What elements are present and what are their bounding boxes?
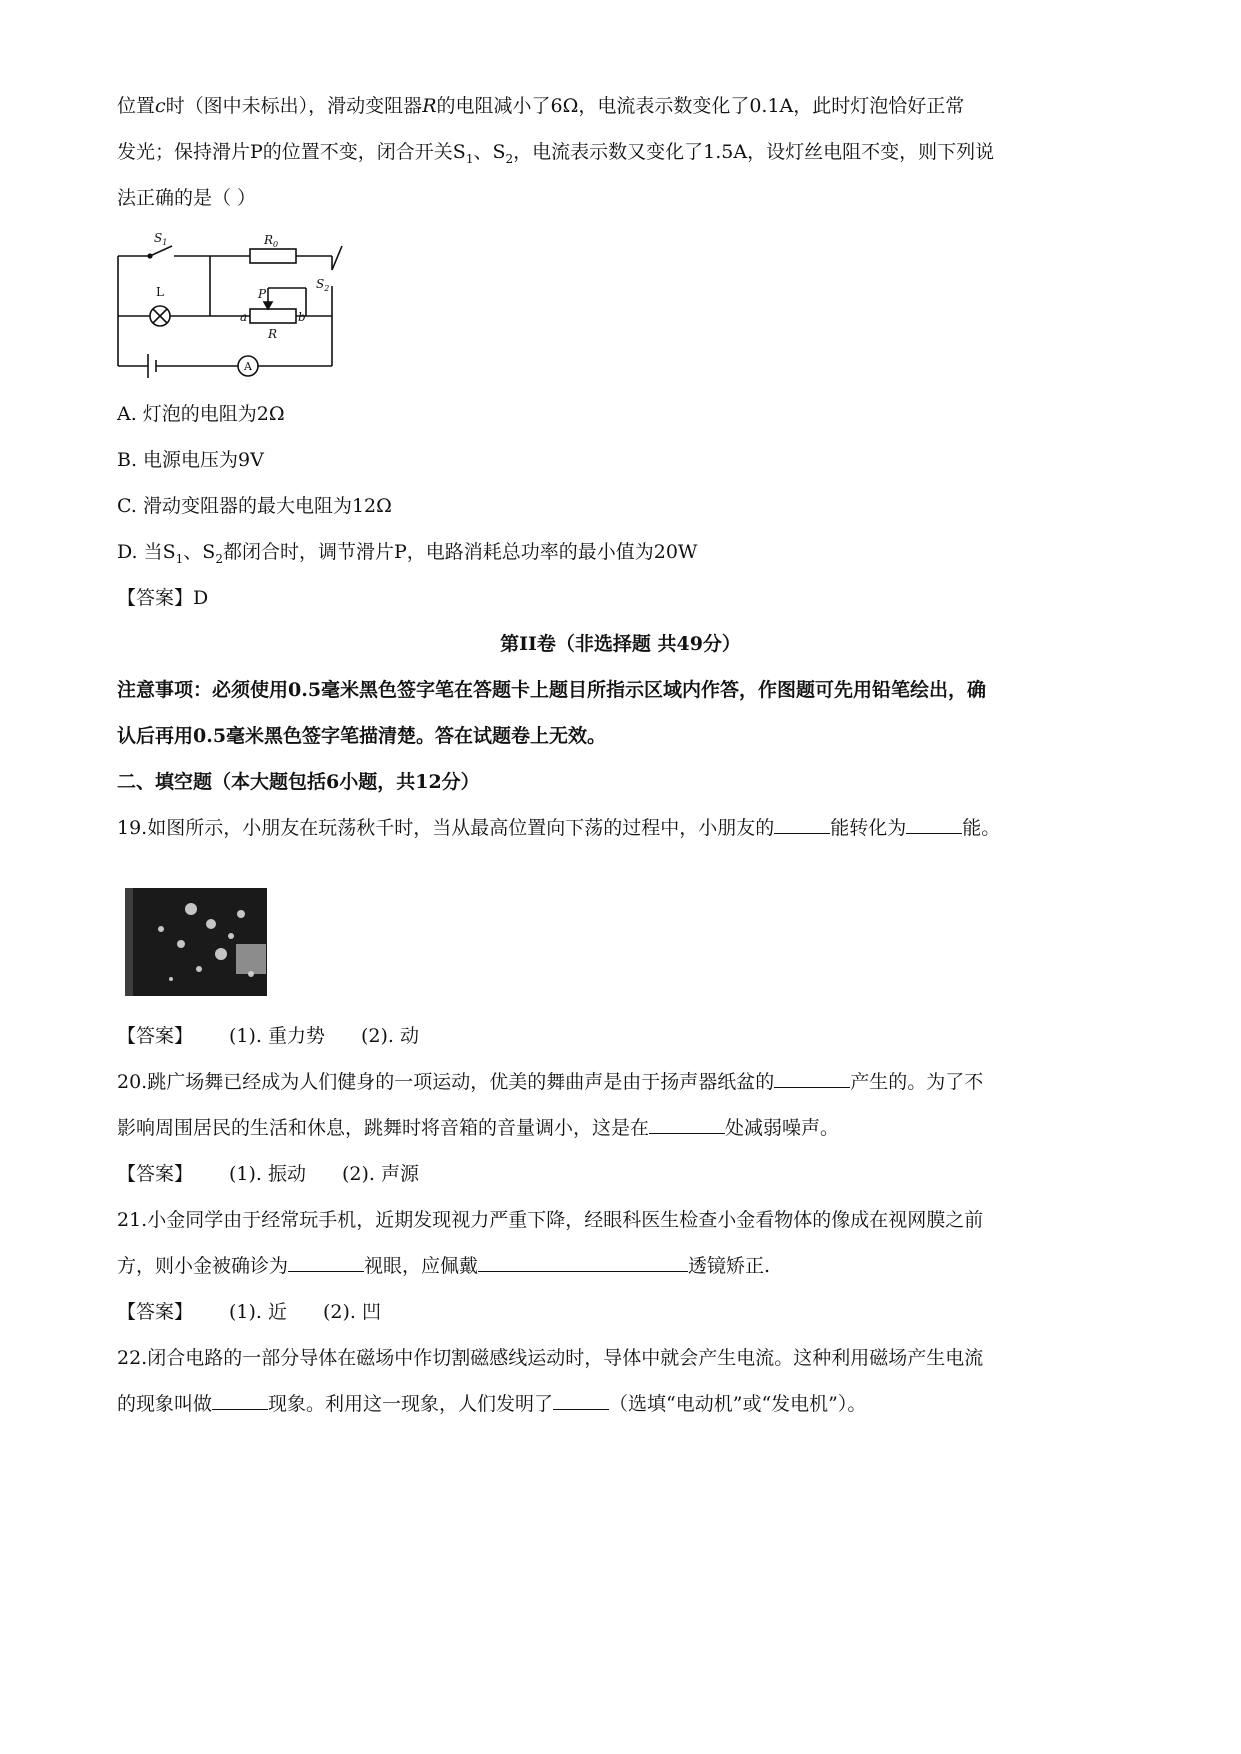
resistor-r0 <box>250 249 296 263</box>
notice-line-1: 注意事项：必须使用0.5毫米黑色签字笔在答题卡上题目所指示区域内作答，作图题可先用铅笔绘出，确 <box>117 679 987 701</box>
q20-answer: 【答案】 (1). 振动 (2). 声源 <box>117 1163 420 1185</box>
q18-answer: 【答案】D <box>117 587 209 609</box>
photo-left-edge <box>125 888 133 996</box>
q22-line-1: 22.闭合电路的一部分导体在磁场中作切割磁感线运动时，导体中就会产生电流。这种利用磁场产生电流 <box>117 1347 984 1369</box>
photo-frame <box>125 888 267 996</box>
label-s1: $S_1$ <box>154 231 168 247</box>
label-r0: $R_0$ <box>264 233 279 249</box>
q21-answer: 【答案】 (1). 近 (2). 凹 <box>117 1301 382 1323</box>
q19-text: 19.如图所示，小朋友在玩荡秋千时，当从最高位置向下荡的过程中，小朋友的 能转化为 能。 <box>117 817 1001 839</box>
blank <box>553 1391 609 1410</box>
blank <box>906 815 962 834</box>
photo-speck <box>206 919 216 929</box>
section-heading: 二、填空题（本大题包括6小题，共12分） <box>117 771 480 793</box>
label-slider-p: P <box>258 287 267 301</box>
blank <box>478 1253 688 1272</box>
photo-speck <box>169 977 173 981</box>
q20-line-2: 影响周围居民的生活和休息，跳舞时将音箱的音量调小，这是在 处减弱噪声。 <box>117 1117 840 1139</box>
photo-speck <box>158 926 164 932</box>
blank <box>212 1391 268 1410</box>
label-lamp: L <box>156 285 164 299</box>
photo-speck <box>228 933 234 939</box>
photo-speck <box>177 940 185 948</box>
photo-speck <box>185 903 197 915</box>
notice-line-2: 认后再用0.5毫米黑色签字笔描清楚。答在试题卷上无效。 <box>117 725 607 747</box>
blank <box>649 1115 725 1134</box>
photo-speck <box>237 910 245 918</box>
label-b: b <box>298 310 306 324</box>
q21-line-2: 方，则小金被确诊为 视眼，应佩戴 透镜矫正. <box>117 1255 771 1277</box>
blank <box>774 1069 850 1088</box>
option-a: A. 灯泡的电阻为2Ω <box>117 403 285 425</box>
option-c: C. 滑动变阻器的最大电阻为12Ω <box>117 495 392 517</box>
section-title: 第II卷（非选择题 共49分） <box>500 633 741 655</box>
label-ammeter: A <box>244 360 252 373</box>
photo-speck <box>196 966 202 972</box>
label-a: a <box>240 310 248 324</box>
q19-answer: 【答案】 (1). 重力势 (2). 动 <box>117 1025 420 1047</box>
q22-line-2: 的现象叫做 现象。利用这一现象，人们发明了 （选填“电动机”或“发电机”）。 <box>117 1393 867 1415</box>
q21-line-1: 21.小金同学由于经常玩手机，近期发现视力严重下降，经眼科医生检查小金看物体的像成在视网膜之前 <box>117 1209 984 1231</box>
switch-s1-blade <box>150 246 172 256</box>
option-b: B. 电源电压为9V <box>117 449 264 471</box>
slider-p-arrow <box>264 302 272 309</box>
blank <box>774 815 830 834</box>
switch-s1-contact <box>148 254 152 258</box>
label-s2: $S_2$ <box>316 277 330 293</box>
q20-line-1: 20.跳广场舞已经成为人们健身的一项运动，优美的舞曲声是由于扬声器纸盆的 产生的。为了不 <box>117 1071 984 1093</box>
photo-bright-patch <box>236 944 266 974</box>
q18-line-2: 发光；保持滑片P的位置不变，闭合开关$S_1$、$S_2$，电流表示数又变化了1.5A，设灯丝电阻不变，则下列说 <box>117 141 995 166</box>
swing-photo <box>121 884 271 999</box>
q18-line-1: 位置c时（图中未标出），滑动变阻器R的电阻减小了6Ω，电流表示数变化了0.1A，此时灯泡恰好正常 <box>117 95 965 117</box>
rheostat-r <box>250 309 296 323</box>
blank <box>288 1253 364 1272</box>
switch-s2-blade <box>332 246 342 270</box>
option-d: D. 当$S_1$、$S_2$都闭合时，调节滑片P，电路消耗总功率的最小值为20W <box>117 541 698 566</box>
label-r: R <box>268 327 278 341</box>
circuit-diagram <box>110 226 390 386</box>
photo-speck <box>215 948 227 960</box>
q18-line-3: 法正确的是（ ） <box>117 187 257 209</box>
